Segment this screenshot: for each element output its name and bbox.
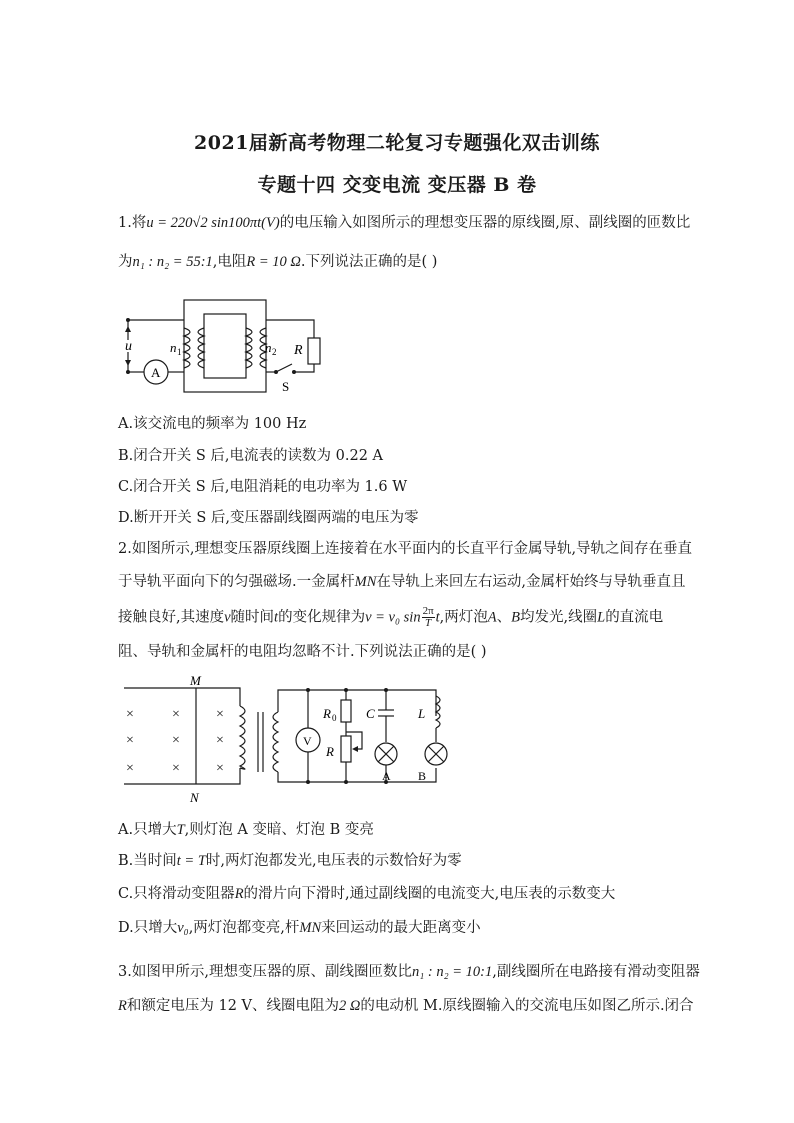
q2-var: B: [511, 609, 520, 626]
q2-text: 的直流电: [605, 609, 664, 626]
q1-option-c: C.闭合开关 S 后,电阻消耗的电功率为 1.6 W: [118, 479, 408, 495]
q1-fig-label-n2-sub: 2: [272, 347, 277, 357]
q2-text: 的变化规律为: [278, 609, 366, 626]
q2-field-cross: ×: [172, 733, 180, 748]
q2-velocity-formula: v = v₀ sin: [365, 609, 421, 626]
q1-text: .下列说法正确的是( ): [300, 254, 438, 270]
q1-text: ,电阻: [212, 254, 247, 270]
q1-option-a: A.该交流电的频率为 100 Hz: [118, 416, 307, 432]
q2-field-cross: ×: [172, 707, 180, 722]
q1-line-2: [118, 252, 437, 272]
q3-line-1: [118, 962, 700, 982]
q2-text: 在导轨上来回左右运动,金属杆始终与导轨垂直且: [376, 574, 686, 590]
q2-fig-label-lamp-A: A: [382, 769, 391, 783]
q2-option-text: 来回运动的最大距离变小: [321, 920, 481, 936]
q1-option-d: D.断开开关 S 后,变压器副线圈两端的电压为零: [118, 510, 419, 526]
q2-var: v: [224, 609, 231, 626]
q1-resistance: R = 10 Ω: [246, 254, 301, 270]
q2-fig-label-R0-sub: 0: [332, 713, 337, 723]
q2-var: v₀: [177, 920, 189, 936]
q2-var: L: [597, 609, 606, 626]
q1-option-b: B.闭合开关 S 后,电流表的读数为 0.22 A: [118, 448, 383, 464]
q2-var: t = T: [176, 853, 206, 869]
q1-fig-label-n1-sub: 1: [177, 347, 182, 357]
q1-fig-label-S: S: [282, 379, 290, 394]
q1-fig-label-R: R: [294, 343, 303, 358]
q1-line-1: [118, 213, 690, 233]
q2-rod-label: MN: [354, 574, 377, 590]
q1-fig-label-n2: n: [265, 340, 272, 355]
q2-fraction-numerator: 2π: [422, 605, 434, 617]
q2-field-cross: ×: [216, 707, 224, 722]
q2-text: 均发光,线圈: [520, 609, 598, 626]
q2-fig-label-N: N: [190, 790, 199, 805]
q2-field-cross: ×: [172, 761, 180, 776]
q2-var: R: [234, 886, 244, 902]
q3-var: R: [118, 998, 127, 1014]
q1-voltage-formula: u = 220√2 sin100πt(V): [146, 215, 280, 231]
q1-fig-label-u: u: [125, 339, 132, 354]
q3-text: 3.如图甲所示,理想变压器的原、副线圈匝数比: [118, 964, 412, 980]
q2-field-cross: ×: [126, 707, 134, 722]
q2-fig-label-M: M: [190, 676, 201, 688]
q2-option-d: [118, 918, 481, 938]
page-subtitle: 专题十四 交变电流 变压器 B 卷: [257, 174, 537, 196]
q3-text: 的电动机 M.原线圈输入的交流电压如图乙所示.闭合: [360, 998, 694, 1014]
q3-text: 和额定电压为 12 V、线圈电阻为: [126, 998, 339, 1014]
q3-text: ,副线圈所在电路接有滑动变阻器: [492, 964, 700, 980]
q2-option-b: [118, 851, 462, 871]
q2-option-text: A.只增大: [118, 822, 177, 838]
q2-var: T: [176, 822, 185, 838]
q3-resistance: 2 Ω: [339, 998, 361, 1014]
q2-option-a: [118, 820, 374, 840]
q2-text: 随时间: [230, 609, 275, 626]
q2-option-text: 时,两灯泡都发光,电压表的示数恰好为零: [205, 853, 462, 869]
q2-fig-label-R0: R: [323, 706, 331, 721]
q2-var: t: [274, 609, 279, 626]
q2-option-text: 的滑片向下滑时,通过副线圈的电流变大,电压表的示数变大: [243, 886, 616, 902]
q2-text: ,两灯泡: [439, 609, 488, 626]
q3-line-2: [118, 996, 694, 1016]
q2-line-1: 2.如图所示,理想变压器原线圈上连接着在水平面内的长直平行金属导轨,导轨之间存在垂直: [118, 541, 693, 557]
q2-var: A: [487, 609, 497, 626]
q1-fig-label-ammeter: A: [151, 365, 161, 380]
q2-field-cross: ×: [216, 733, 224, 748]
q1-transformer-figure: [118, 290, 328, 400]
q2-fraction: [422, 606, 435, 629]
q1-text: 为: [118, 254, 133, 270]
q2-option-text: D.只增大: [118, 920, 178, 936]
q1-text: 1.将: [118, 215, 147, 231]
q2-fig-label-R: R: [326, 744, 334, 759]
q2-text: 于导轨平面向下的匀强磁场.一金属杆: [118, 574, 355, 590]
q2-text: 、: [496, 609, 512, 626]
q2-line-4: 阻、导轨和金属杆的电阻均忽略不计.下列说法正确的是( ): [118, 644, 487, 660]
q1-fig-label-n1: n: [170, 340, 177, 355]
q2-option-text: ,两灯泡都变亮,杆: [188, 920, 300, 936]
q1-text: 的电压输入如图所示的理想变压器的原线圈,原、副线圈的匝数比: [279, 215, 691, 231]
q2-text: 接触良好,其速度: [118, 609, 225, 626]
q2-option-c: [118, 884, 615, 904]
q2-option-text: ,则灯泡 A 变暗、灯泡 B 变亮: [184, 822, 374, 838]
q2-circuit-figure: [118, 676, 448, 806]
q2-line-3: [118, 606, 663, 629]
q2-fig-label-V: V: [303, 734, 312, 748]
q1-turns-ratio: n₁ : n₂ = 55:1: [132, 254, 213, 270]
q2-option-text: B.当时间: [118, 853, 177, 869]
q2-option-text: C.只将滑动变阻器: [118, 886, 235, 902]
q2-line-2: [118, 572, 685, 592]
q2-var: MN: [299, 920, 322, 936]
q2-field-cross: ×: [216, 761, 224, 776]
q2-field-cross: ×: [126, 733, 134, 748]
q2-fraction-denominator: T: [425, 617, 432, 629]
q2-fig-label-lamp-B: B: [418, 769, 427, 783]
q2-field-cross: ×: [126, 761, 134, 776]
q2-fig-label-C: C: [366, 706, 375, 721]
q3-turns-ratio: n₁ : n₂ = 10:1: [411, 964, 493, 980]
q2-fig-label-L: L: [418, 706, 426, 721]
page-title: 2021届新高考物理二轮复习专题强化双击训练: [194, 132, 600, 154]
q2-var: t: [435, 609, 440, 626]
